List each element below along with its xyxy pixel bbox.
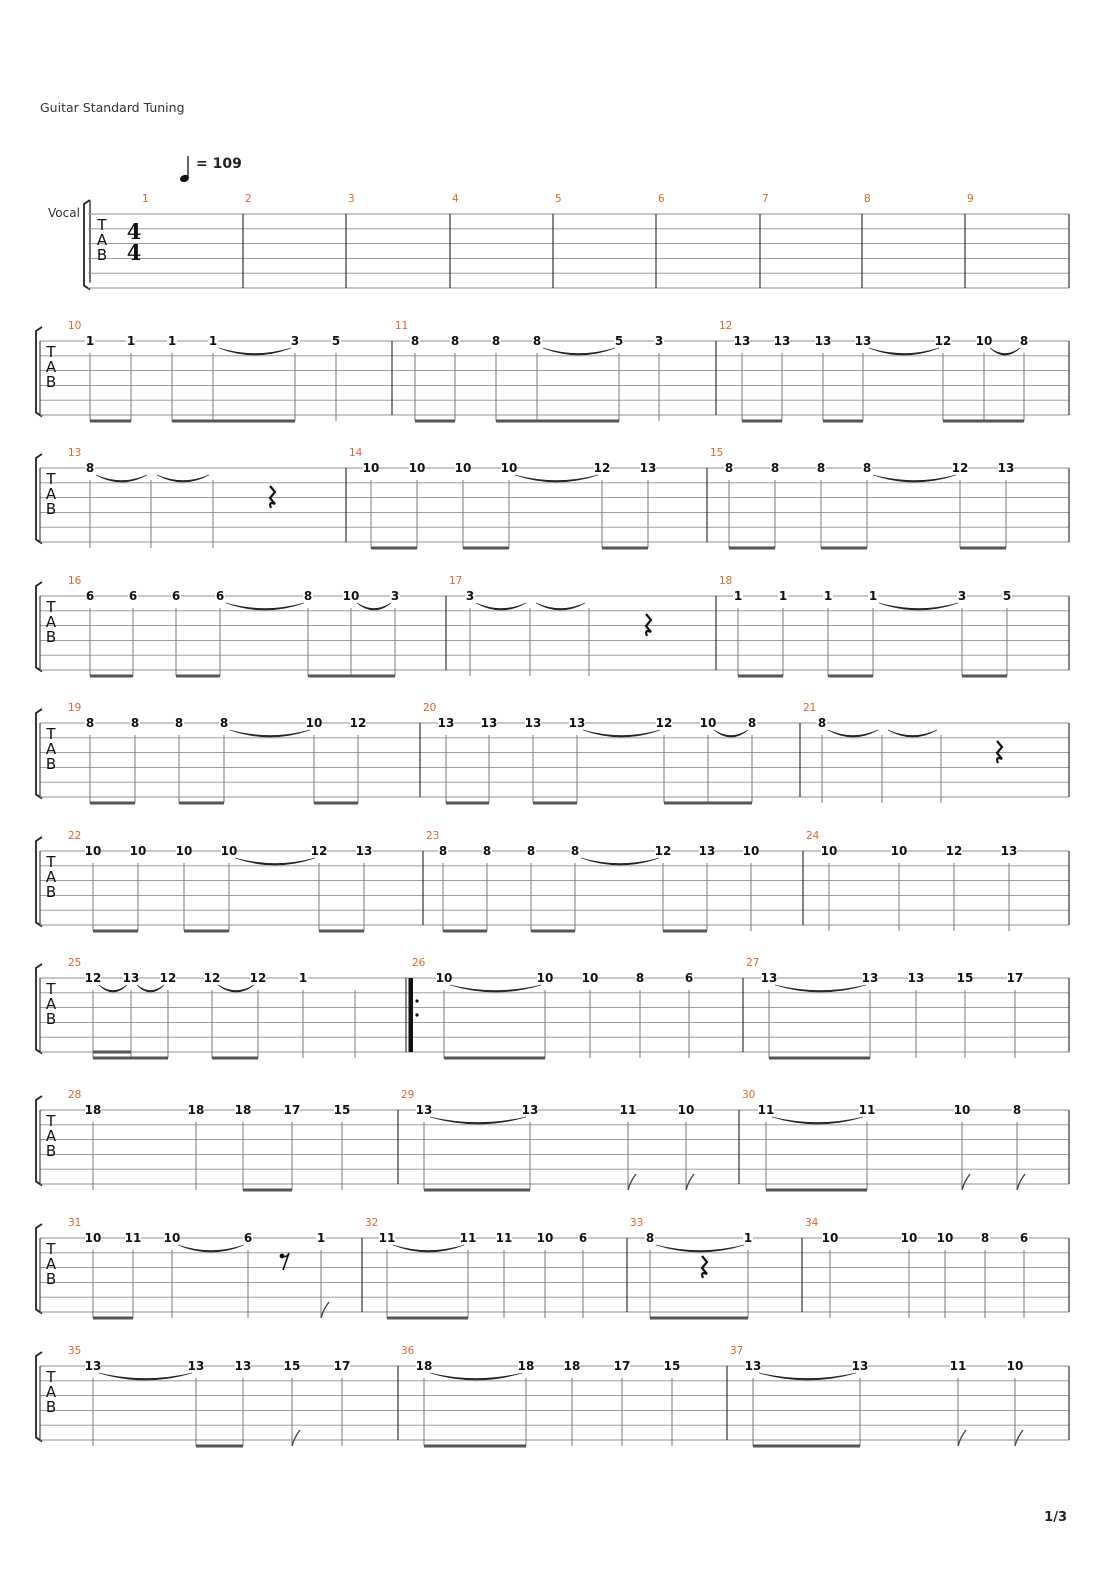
fret-number: 8 (438, 844, 448, 858)
fret-number: 8 (410, 334, 420, 348)
tab-clef-letter: T (46, 725, 56, 743)
tie (476, 603, 526, 610)
fret-number: 8 (645, 1231, 655, 1245)
tab-clef-letter: B (45, 1270, 57, 1288)
tie (235, 858, 315, 865)
tab-system (48, 193, 1069, 290)
fret-number: 13 (854, 334, 872, 348)
tie (583, 730, 660, 737)
fret-number: 15 (663, 1359, 681, 1373)
tab-clef-letter: A (45, 613, 57, 631)
fret-number: 13 (437, 716, 455, 730)
fret-number: 10 (953, 1103, 971, 1117)
fret-number: 12 (945, 844, 963, 858)
tie (656, 1245, 744, 1252)
tab-system (36, 1345, 1069, 1446)
fret-number: 1 (298, 971, 308, 985)
quarter-rest (270, 486, 275, 508)
time-signature-bottom: 4 (126, 240, 142, 265)
tie (775, 985, 866, 992)
fret-number: 18 (517, 1359, 535, 1373)
system-bracket (36, 454, 42, 544)
measure-number: 28 (68, 1089, 82, 1101)
fret-number: 8 (817, 716, 827, 730)
quarter-rest (702, 1256, 707, 1278)
fret-number: 5 (331, 334, 341, 348)
fret-number: 6 (578, 1231, 588, 1245)
tie (869, 348, 939, 355)
fret-number: 10 (536, 1231, 554, 1245)
measure-number: 22 (68, 830, 82, 842)
fret-number: 12 (249, 971, 267, 985)
fret-number: 12 (310, 844, 328, 858)
fret-number: 17 (283, 1103, 301, 1117)
measure-number: 6 (658, 193, 665, 205)
measure-number: 18 (719, 575, 733, 587)
fret-number: 10 (820, 844, 838, 858)
tab-clef-letter: B (45, 1010, 57, 1028)
tab-clef-letter: T (46, 1368, 56, 1386)
fret-number: 1 (868, 589, 878, 603)
fret-number: 10 (435, 971, 453, 985)
fret-number: 13 (861, 971, 879, 985)
tie (536, 603, 585, 610)
fret-number: 13 (524, 716, 542, 730)
fret-number: 10 (220, 844, 238, 858)
measure-number: 29 (401, 1089, 415, 1101)
tab-clef-letter: A (45, 740, 57, 758)
measure-number: 19 (68, 702, 82, 714)
fret-number: 10 (175, 844, 193, 858)
quarter-rest (997, 741, 1002, 763)
fret-number: 1 (733, 589, 743, 603)
tab-system (36, 702, 1069, 803)
tab-system (36, 957, 1069, 1058)
fret-number: 13 (744, 1359, 762, 1373)
fret-number: 6 (684, 971, 694, 985)
tie (515, 475, 598, 482)
fret-number: 13 (1000, 844, 1018, 858)
tie (137, 985, 164, 992)
fret-number: 6 (128, 589, 138, 603)
track-name: Vocal (48, 206, 80, 220)
tab-clef-letter: T (46, 1112, 56, 1130)
time-signature-top: 4 (126, 219, 142, 244)
tab-clef-letter: B (45, 500, 57, 518)
tab-clef-letter: A (45, 995, 57, 1013)
fret-number: 8 (747, 716, 757, 730)
fret-number: 3 (290, 334, 300, 348)
fret-number: 11 (757, 1103, 775, 1117)
measure-number: 37 (730, 1345, 744, 1357)
fret-number: 10 (163, 1231, 181, 1245)
measure-number: 16 (68, 575, 82, 587)
fret-number: 17 (1006, 971, 1024, 985)
fret-number: 6 (85, 589, 95, 603)
system-bracket (36, 709, 42, 799)
fret-number: 8 (85, 716, 95, 730)
fret-number: 13 (733, 334, 751, 348)
fret-number: 8 (450, 334, 460, 348)
tie (99, 1373, 192, 1380)
measure-number: 14 (349, 447, 363, 459)
fret-number: 8 (482, 844, 492, 858)
measure-number: 1 (142, 193, 149, 205)
fret-number: 12 (934, 334, 952, 348)
repeat-barline (409, 978, 413, 1052)
fret-number: 13 (639, 461, 657, 475)
measure-number: 31 (68, 1217, 82, 1229)
fret-number: 10 (362, 461, 380, 475)
fret-number: 17 (613, 1359, 631, 1373)
quarter-rest (646, 614, 651, 636)
measure-number: 26 (412, 957, 426, 969)
tie (772, 1117, 863, 1124)
fret-number: 8 (816, 461, 826, 475)
fret-number: 10 (581, 971, 599, 985)
tab-clef-letter: A (45, 868, 57, 886)
fret-number: 8 (770, 461, 780, 475)
fret-number: 3 (465, 589, 475, 603)
fret-number: 13 (997, 461, 1015, 475)
tab-system (36, 1217, 1069, 1318)
fret-number: 1 (316, 1231, 326, 1245)
tab-system (36, 447, 1069, 548)
measure-number: 20 (423, 702, 437, 714)
fret-number: 13 (851, 1359, 869, 1373)
fret-number: 11 (858, 1103, 876, 1117)
fret-number: 10 (84, 1231, 102, 1245)
tempo-marking: = 109 (196, 156, 242, 172)
fret-number: 13 (907, 971, 925, 985)
fret-number: 1 (743, 1231, 753, 1245)
tab-clef-letter: T (46, 343, 56, 361)
fret-number: 6 (215, 589, 225, 603)
system-bracket (36, 837, 42, 927)
fret-number: 10 (536, 971, 554, 985)
fret-number: 6 (243, 1231, 253, 1245)
measure-number: 33 (630, 1217, 644, 1229)
fret-number: 10 (454, 461, 472, 475)
fret-number: 8 (724, 461, 734, 475)
system-bracket (36, 327, 42, 417)
fret-number: 10 (1006, 1359, 1024, 1373)
tab-clef-letter: B (45, 755, 57, 773)
fret-number: 10 (821, 1231, 839, 1245)
tab-clef-letter: T (46, 1240, 56, 1258)
tab-clef-letter: B (45, 1142, 57, 1160)
measure-number: 27 (746, 957, 760, 969)
fret-number: 8 (980, 1231, 990, 1245)
fret-number: 13 (480, 716, 498, 730)
fret-number: 5 (1002, 589, 1012, 603)
note-flag (958, 1430, 966, 1446)
tie (543, 348, 615, 355)
tab-clef-letter: T (46, 980, 56, 998)
fret-number: 8 (130, 716, 140, 730)
fret-number: 12 (349, 716, 367, 730)
tuning-header: Guitar Standard Tuning (40, 100, 185, 115)
fret-number: 17 (333, 1359, 351, 1373)
tie (990, 348, 1020, 355)
tab-clef-letter: T (97, 216, 107, 234)
measure-number: 34 (805, 1217, 819, 1229)
fret-number: 3 (390, 589, 400, 603)
tie (714, 730, 748, 737)
fret-number: 12 (84, 971, 102, 985)
tie (226, 603, 304, 610)
fret-number: 10 (900, 1231, 918, 1245)
tie (430, 1117, 526, 1124)
note-flag (962, 1174, 970, 1190)
fret-number: 12 (951, 461, 969, 475)
fret-number: 1 (778, 589, 788, 603)
tab-clef-letter: A (45, 1255, 57, 1273)
fret-number: 1 (126, 334, 136, 348)
fret-number: 8 (635, 971, 645, 985)
fret-number: 10 (975, 334, 993, 348)
system-bracket (84, 200, 90, 290)
tab-system (36, 830, 1069, 931)
fret-number: 11 (949, 1359, 967, 1373)
tab-clef-letter: A (45, 1127, 57, 1145)
fret-number: 12 (159, 971, 177, 985)
fret-number: 5 (614, 334, 624, 348)
tab-clef-letter: B (45, 373, 57, 391)
fret-number: 13 (773, 334, 791, 348)
note-flag (1017, 1174, 1025, 1190)
measure-number: 10 (68, 320, 82, 332)
fret-number: 11 (378, 1231, 396, 1245)
tie (218, 985, 254, 992)
fret-number: 6 (171, 589, 181, 603)
tab-system (36, 575, 1069, 676)
measure-number: 15 (710, 447, 724, 459)
tie (879, 603, 958, 610)
fret-number: 12 (203, 971, 221, 985)
fret-number: 10 (890, 844, 908, 858)
tab-system (36, 1089, 1069, 1190)
tab-clef-letter: B (45, 1398, 57, 1416)
fret-number: 18 (234, 1103, 252, 1117)
fret-number: 8 (862, 461, 872, 475)
fret-number: 13 (568, 716, 586, 730)
tie (430, 1373, 522, 1380)
tie (873, 475, 956, 482)
tab-clef-letter: A (45, 1383, 57, 1401)
fret-number: 8 (174, 716, 184, 730)
system-bracket (36, 582, 42, 672)
measure-number: 7 (762, 193, 769, 205)
note-flag (1015, 1430, 1023, 1446)
fret-number: 8 (85, 461, 95, 475)
tie (230, 730, 310, 737)
measure-number: 3 (348, 193, 355, 205)
tab-clef-letter: B (96, 246, 108, 264)
measure-number: 4 (452, 193, 459, 205)
page-number: 1/3 (1044, 1510, 1067, 1525)
fret-number: 18 (415, 1359, 433, 1373)
measure-number: 32 (365, 1217, 379, 1229)
fret-number: 13 (698, 844, 716, 858)
fret-number: 10 (500, 461, 518, 475)
fret-number: 8 (1019, 334, 1029, 348)
tab-system (36, 320, 1069, 421)
tab-clef-letter: A (45, 358, 57, 376)
fret-number: 12 (654, 844, 672, 858)
tab-clef-letter: B (45, 628, 57, 646)
fret-number: 10 (84, 844, 102, 858)
measure-number: 8 (864, 193, 871, 205)
fret-number: 10 (742, 844, 760, 858)
fret-number: 13 (814, 334, 832, 348)
fret-number: 1 (208, 334, 218, 348)
tie (450, 985, 541, 992)
tie (581, 858, 659, 865)
tab-clef-letter: T (46, 853, 56, 871)
fret-number: 10 (129, 844, 147, 858)
tie (888, 730, 937, 737)
fret-number: 18 (563, 1359, 581, 1373)
measure-number: 25 (68, 957, 82, 969)
measure-number: 12 (719, 320, 733, 332)
tab-clef-letter: A (45, 485, 57, 503)
fret-number: 1 (823, 589, 833, 603)
fret-number: 12 (655, 716, 673, 730)
fret-number: 1 (167, 334, 177, 348)
fret-number: 10 (305, 716, 323, 730)
tab-clef-letter: B (45, 883, 57, 901)
fret-number: 11 (459, 1231, 477, 1245)
fret-number: 3 (654, 334, 664, 348)
measure-number: 30 (742, 1089, 756, 1101)
fret-number: 18 (84, 1103, 102, 1117)
measure-number: 36 (401, 1345, 415, 1357)
measure-number: 24 (806, 830, 820, 842)
system-bracket (36, 1096, 42, 1186)
tie (357, 603, 391, 610)
tie (828, 730, 878, 737)
tie (759, 1373, 856, 1380)
note-flag (321, 1302, 329, 1318)
fret-number: 8 (532, 334, 542, 348)
fret-number: 8 (303, 589, 313, 603)
fret-number: 6 (1019, 1231, 1029, 1245)
note-flag (292, 1430, 300, 1446)
fret-number: 13 (234, 1359, 252, 1373)
measure-number: 9 (967, 193, 974, 205)
measure-number: 13 (68, 447, 82, 459)
tie (96, 475, 147, 482)
fret-number: 3 (957, 589, 967, 603)
fret-number: 13 (521, 1103, 539, 1117)
fret-number: 8 (219, 716, 229, 730)
measure-number: 17 (449, 575, 463, 587)
fret-number: 8 (1012, 1103, 1022, 1117)
fret-number: 13 (187, 1359, 205, 1373)
measure-number: 5 (555, 193, 562, 205)
fret-number: 11 (495, 1231, 513, 1245)
note-flag (686, 1174, 694, 1190)
measure-number: 23 (426, 830, 440, 842)
fret-number: 10 (699, 716, 717, 730)
fret-number: 11 (124, 1231, 142, 1245)
fret-number: 12 (593, 461, 611, 475)
tie (99, 985, 127, 992)
fret-number: 15 (956, 971, 974, 985)
fret-number: 13 (355, 844, 373, 858)
tab-clef-letter: A (96, 231, 108, 249)
fret-number: 8 (570, 844, 580, 858)
fret-number: 8 (491, 334, 501, 348)
fret-number: 15 (283, 1359, 301, 1373)
fret-number: 10 (342, 589, 360, 603)
fret-number: 13 (760, 971, 778, 985)
fret-number: 10 (677, 1103, 695, 1117)
fret-number: 1 (85, 334, 95, 348)
fret-number: 11 (619, 1103, 637, 1117)
fret-number: 8 (526, 844, 536, 858)
tie (219, 348, 291, 355)
tab-clef-letter: T (46, 470, 56, 488)
note-flag (628, 1174, 636, 1190)
fret-number: 10 (408, 461, 426, 475)
measure-number: 21 (803, 702, 817, 714)
tie (157, 475, 209, 482)
tab-clef-letter: T (46, 598, 56, 616)
fret-number: 13 (415, 1103, 433, 1117)
system-bracket (36, 1352, 42, 1442)
measure-number: 11 (395, 320, 409, 332)
measure-number: 2 (245, 193, 252, 205)
system-bracket (36, 1224, 42, 1314)
fret-number: 15 (333, 1103, 351, 1117)
fret-number: 10 (936, 1231, 954, 1245)
tie (393, 1245, 464, 1252)
measure-number: 35 (68, 1345, 82, 1357)
fret-number: 13 (122, 971, 140, 985)
fret-number: 18 (187, 1103, 205, 1117)
fret-number: 13 (84, 1359, 102, 1373)
system-bracket (36, 964, 42, 1054)
tie (178, 1245, 244, 1252)
